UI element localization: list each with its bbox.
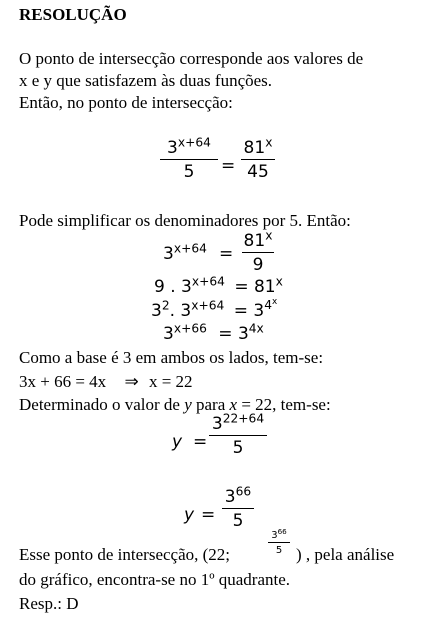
point-inline-fraction: $3^{66}$ 5 xyxy=(268,530,290,556)
point-text-end: ) , pela análise xyxy=(296,545,395,564)
solve-line: 3x + 66 = 4x ⇒ x = 22 xyxy=(19,372,193,391)
equation-3: 9 . $3^{x+64} = 81^x$ xyxy=(154,274,283,297)
eq1-rhs-fraction: 81$^x$ 45 xyxy=(241,138,275,182)
determine-text: Determinado o valor de y para x = 22, tem-se: xyxy=(19,395,331,414)
point-text: Esse ponto de intersecção, (22; xyxy=(19,545,231,564)
base-text: Como a base é 3 em ambos os lados, tem-se: xyxy=(19,348,324,367)
intro-line-3: Então, no ponto de intersecção: xyxy=(19,93,233,112)
eq1-lhs-fraction: $3^{x+64}$ 5 xyxy=(160,138,218,182)
equation-5: $3^{x+66} = 3^{4x}$ xyxy=(163,321,264,344)
eq1-equals: = xyxy=(221,156,236,176)
intro-line-2: x e y que satisfazem às duas funções. xyxy=(19,71,273,90)
intro-line-1: O ponto de intersecção corresponde aos valores de xyxy=(19,49,364,68)
simplify-text: Pode simplificar os denominadores por 5. Então: xyxy=(19,211,351,230)
quadrant-text: do gráfico, encontra-se no 1º quadrante. xyxy=(19,570,291,589)
answer-text: Resp.: D xyxy=(19,594,79,613)
equation-4: $3^2$. $3^{x+64} = 3^{4^x}$ xyxy=(151,297,278,321)
page-title: RESOLUÇÃO xyxy=(19,5,127,24)
